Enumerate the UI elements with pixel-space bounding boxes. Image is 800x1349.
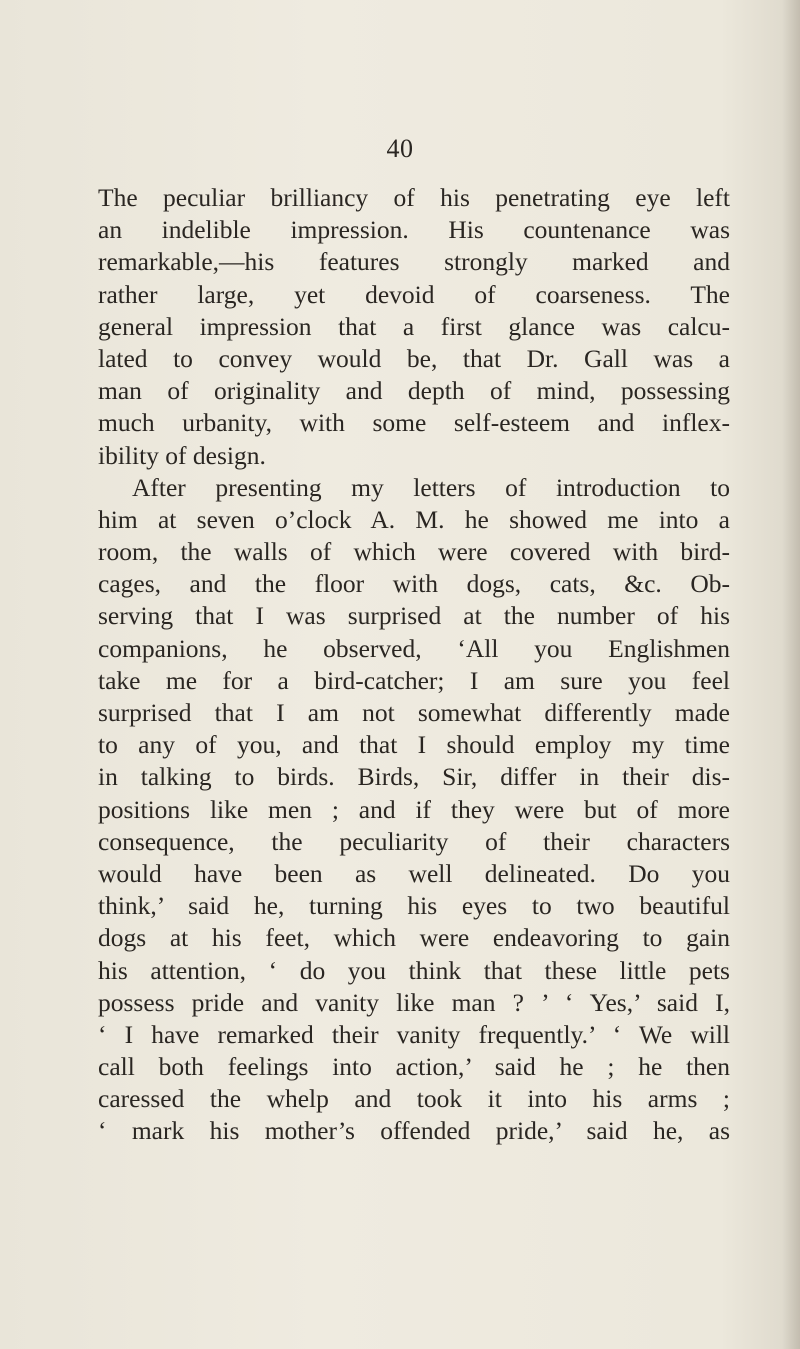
text-line: The peculiar brilliancy of his penetrating eye left (98, 183, 730, 212)
text-line: rather large, yet devoid of coarseness. The (98, 279, 730, 309)
text-line: serving that I was surprised at the number of his (98, 601, 730, 631)
text-line: dogs at his feet, which were endeavoring to gain (98, 923, 730, 953)
text-line: take me for a bird-catcher; I am sure you feel (98, 665, 730, 695)
text-line-paragraph-end: ibility of design. (98, 440, 266, 470)
text-line: call both feelings into action,’ said he ; he then (98, 1052, 730, 1082)
text-line: caressed the whelp and took it into his arms ; (98, 1084, 730, 1114)
text-line: possess pride and vanity like man ? ’ ‘ Yes,’ said I, (98, 987, 730, 1017)
page-edge-shadow (782, 0, 800, 1349)
text-line: an indelible impression. His countenance was (98, 215, 730, 245)
text-line: ‘ I have remarked their vanity frequently.’ ‘ We will (98, 1019, 730, 1049)
text-line: to any of you, and that I should employ my time (98, 730, 730, 760)
text-line: his attention, ‘ do you think that these little pets (98, 955, 730, 985)
text-line: man of originality and depth of mind, possessing (98, 376, 730, 406)
text-line: in talking to birds. Birds, Sir, differ in their dis- (98, 762, 730, 792)
text-line: much urbanity, with some self-esteem and inflex- (98, 408, 730, 438)
text-line: cages, and the floor with dogs, cats, &c. Ob- (98, 569, 730, 599)
text-line: would have been as well delineated. Do you (98, 858, 730, 888)
text-line: surprised that I am not somewhat differently made (98, 698, 730, 727)
body-text (98, 182, 730, 1148)
text-line: positions like men ; and if they were but of more (98, 794, 730, 824)
text-line: lated to convey would be, that Dr. Gall was a (98, 343, 730, 373)
text-line: think,’ said he, turning his eyes to two beautiful (98, 891, 730, 921)
text-line: remarkable,—his features strongly marked and (98, 247, 730, 277)
text-line: general impression that a first glance was calcu- (98, 311, 730, 341)
text-line-paragraph-start: After presenting my letters of introduction to (132, 472, 730, 502)
text-line: ‘ mark his mother’s offended pride,’ said he, as (98, 1116, 730, 1146)
text-line: room, the walls of which were covered with bird- (98, 537, 730, 567)
text-line: companions, he observed, ‘All you Englishmen (98, 633, 730, 663)
page-number: 40 (386, 134, 414, 163)
text-line: consequence, the peculiarity of their characters (98, 826, 730, 856)
text-line: him at seven o’clock A. M. he showed me into a (98, 504, 730, 534)
